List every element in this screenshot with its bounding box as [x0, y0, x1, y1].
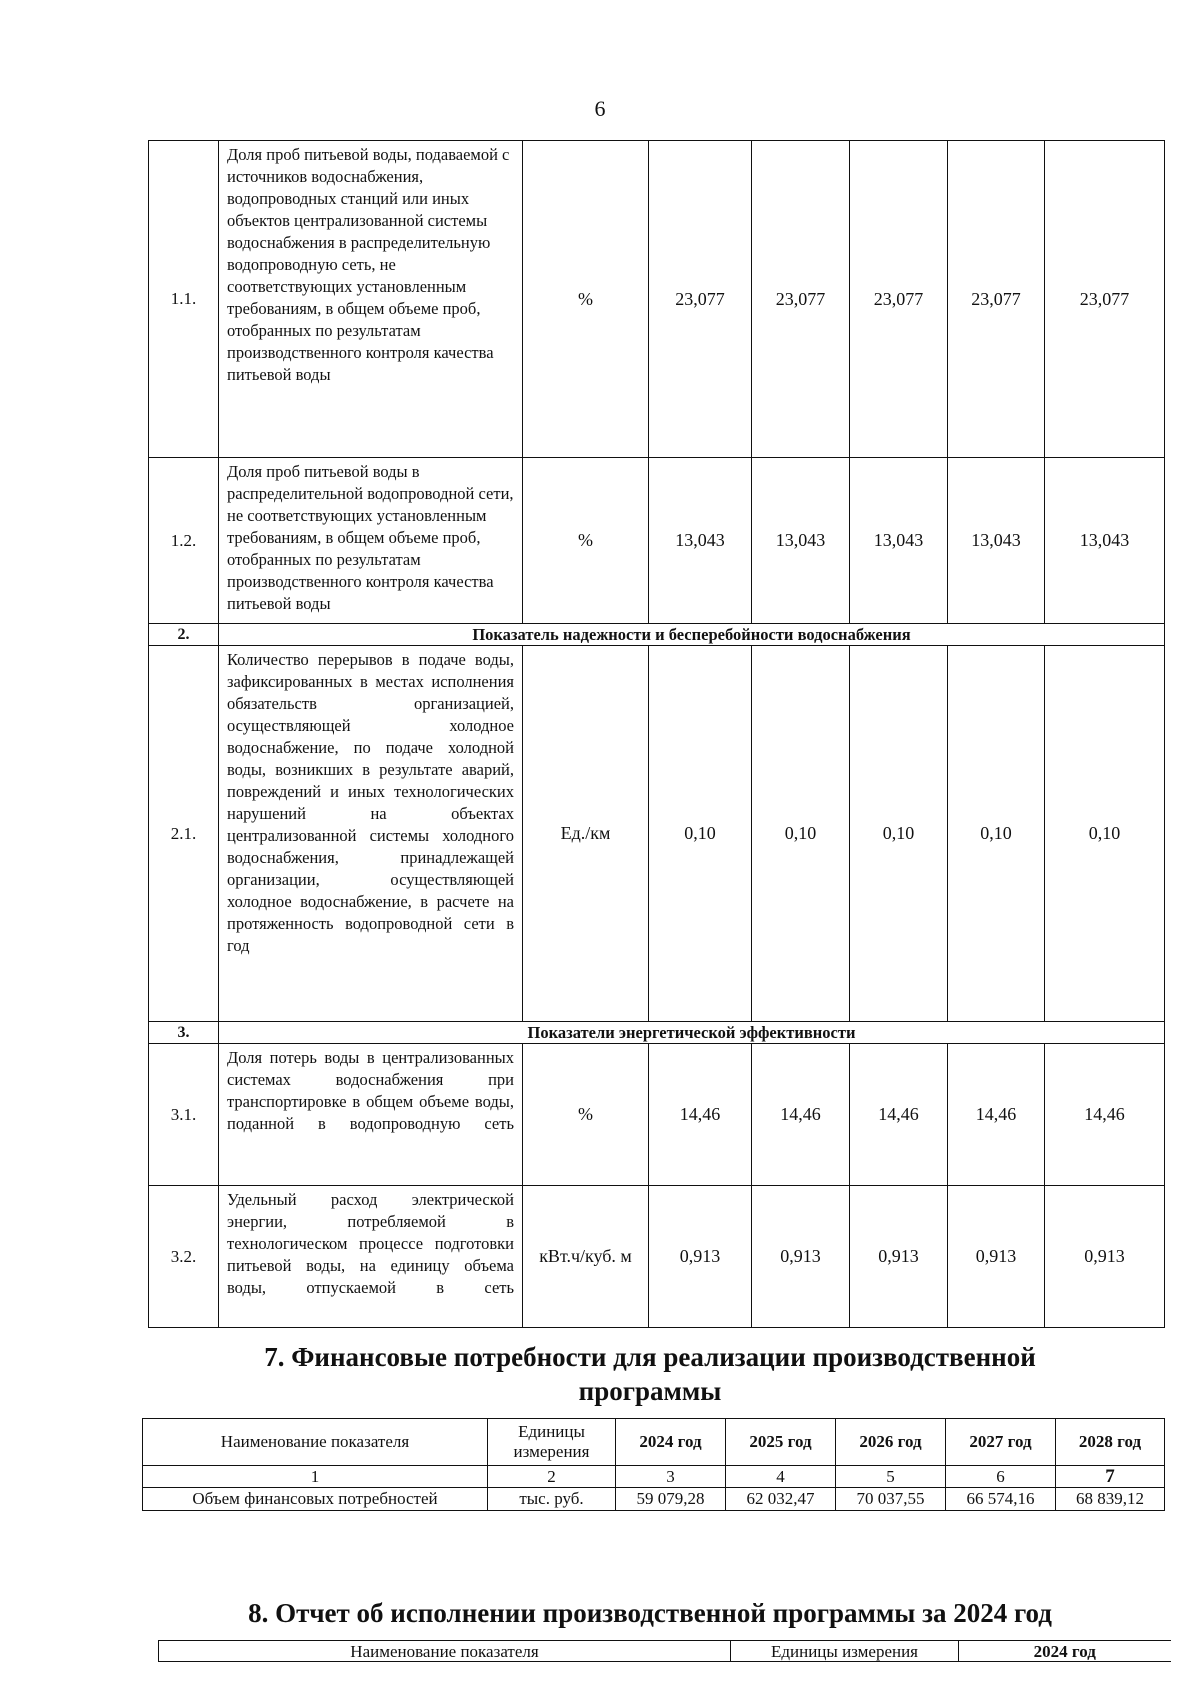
value-cell: 0,10 — [752, 646, 850, 1022]
unit-cell: кВт.ч/куб. м — [523, 1186, 649, 1328]
column-header: 2026 год — [836, 1419, 946, 1466]
value-cell: 14,46 — [1045, 1044, 1165, 1186]
value-cell: 0,913 — [649, 1186, 752, 1328]
column-header: 2028 год — [1056, 1419, 1165, 1466]
indicator-description: Доля проб питьевой воды, подаваемой с источников водоснабжения, водопроводных станций или иных объектов централизованной системы водоснабжения в распределительную водопроводную сеть, не соответствующих установленным требованиям, в общем объеме проб, отобранных по результатам производственного контроля качества питьевой воды — [219, 141, 523, 458]
value-cell: 14,46 — [850, 1044, 948, 1186]
indicator-name: Объем финансовых потребностей — [143, 1488, 488, 1511]
value-cell: 0,10 — [649, 646, 752, 1022]
value-cell: 23,077 — [948, 141, 1045, 458]
column-index: 5 — [836, 1466, 946, 1488]
table-row — [149, 1044, 1165, 1186]
value-cell: 0,913 — [1045, 1186, 1165, 1328]
unit-cell: Ед./км — [523, 646, 649, 1022]
column-header: 2024 год — [616, 1419, 726, 1466]
section-row — [149, 624, 1165, 646]
value-cell: 23,077 — [850, 141, 948, 458]
column-index: 7 — [1056, 1466, 1165, 1488]
section-7-heading: 7. Финансовые потребности для реализации производственной программы — [264, 1342, 1036, 1406]
table-header-row — [159, 1641, 1171, 1662]
value-cell: 70 037,55 — [836, 1488, 946, 1511]
value-cell: 14,46 — [948, 1044, 1045, 1186]
value-cell: 0,913 — [850, 1186, 948, 1328]
financial-needs-table — [142, 1418, 1165, 1511]
section-8-heading: 8. Отчет об исполнении производственной программы за 2024 год — [248, 1598, 1052, 1628]
unit-cell: % — [523, 458, 649, 624]
value-cell: 23,077 — [649, 141, 752, 458]
row-number: 3.2. — [149, 1186, 219, 1328]
section-title: Показатель надежности и бесперебойности водоснабжения — [219, 624, 1165, 646]
column-header: Наименование показателя — [159, 1641, 731, 1662]
column-index: 2 — [488, 1466, 616, 1488]
value-cell: 66 574,16 — [946, 1488, 1056, 1511]
indicator-description: Количество перерывов в подаче воды, зафиксированных в местах исполнения обязательств организацией, осуществляющей холодное водоснабжение, по подаче холодной воды, возникших в результате аварий, повреждений и иных технологических нарушений на объектах централизованной системы холодного водоснабжения, принадлежащей организации, осуществляющей холодное водоснабжение, в расчете на протяженность водопроводной сети в год — [219, 646, 523, 1022]
indicator-description: Удельный расход электрической энергии, потребляемой в технологическом процессе подготовки питьевой воды, на единицу объема воды, отпускаемой в сеть — [219, 1186, 523, 1328]
value-cell: 13,043 — [1045, 458, 1165, 624]
value-cell: 0,10 — [1045, 646, 1165, 1022]
section-number: 3. — [149, 1022, 219, 1044]
value-cell: 0,913 — [752, 1186, 850, 1328]
indicator-description: Доля проб питьевой воды в распределительной водопроводной сети, не соответствующих установленным требованиям, в общем объеме проб, отобранных по результатам производственного контроля качества питьевой воды — [219, 458, 523, 624]
page-number: 6 — [594, 96, 606, 121]
indicator-description: Доля потерь воды в централизованных системах водоснабжения при транспортировке в общем объеме воды, поданной в водопроводную сеть — [219, 1044, 523, 1186]
section-title: Показатели энергетической эффективности — [219, 1022, 1165, 1044]
column-index: 6 — [946, 1466, 1056, 1488]
value-cell: 14,46 — [752, 1044, 850, 1186]
column-header: Единицы измерения — [488, 1419, 616, 1466]
row-number: 2.1. — [149, 646, 219, 1022]
row-number: 1.1. — [149, 141, 219, 458]
report-table — [158, 1640, 1171, 1662]
value-cell: 13,043 — [850, 458, 948, 624]
column-header: 2024 год — [959, 1641, 1171, 1662]
unit-cell: % — [523, 141, 649, 458]
row-number: 3.1. — [149, 1044, 219, 1186]
unit-cell: % — [523, 1044, 649, 1186]
value-cell: 68 839,12 — [1056, 1488, 1165, 1511]
table-row — [149, 1186, 1165, 1328]
indicators-table — [148, 140, 1165, 1328]
value-cell: 59 079,28 — [616, 1488, 726, 1511]
section-number: 2. — [149, 624, 219, 646]
column-index: 3 — [616, 1466, 726, 1488]
value-cell: 0,913 — [948, 1186, 1045, 1328]
value-cell: 13,043 — [948, 458, 1045, 624]
column-index: 4 — [726, 1466, 836, 1488]
value-cell: 23,077 — [1045, 141, 1165, 458]
column-index-row — [143, 1466, 1165, 1488]
value-cell: 62 032,47 — [726, 1488, 836, 1511]
table-row — [143, 1488, 1165, 1511]
value-cell: 0,10 — [948, 646, 1045, 1022]
table-header-row — [143, 1419, 1165, 1466]
table-row — [149, 646, 1165, 1022]
value-cell: 23,077 — [752, 141, 850, 458]
row-number: 1.2. — [149, 458, 219, 624]
column-header: Единицы измерения — [731, 1641, 959, 1662]
table-row — [149, 141, 1165, 458]
unit-cell: тыс. руб. — [488, 1488, 616, 1511]
value-cell: 13,043 — [649, 458, 752, 624]
column-index: 1 — [143, 1466, 488, 1488]
value-cell: 14,46 — [649, 1044, 752, 1186]
column-header: Наименование показателя — [143, 1419, 488, 1466]
table-row — [149, 458, 1165, 624]
value-cell: 0,10 — [850, 646, 948, 1022]
value-cell: 13,043 — [752, 458, 850, 624]
section-row — [149, 1022, 1165, 1044]
column-header: 2025 год — [726, 1419, 836, 1466]
column-header: 2027 год — [946, 1419, 1056, 1466]
